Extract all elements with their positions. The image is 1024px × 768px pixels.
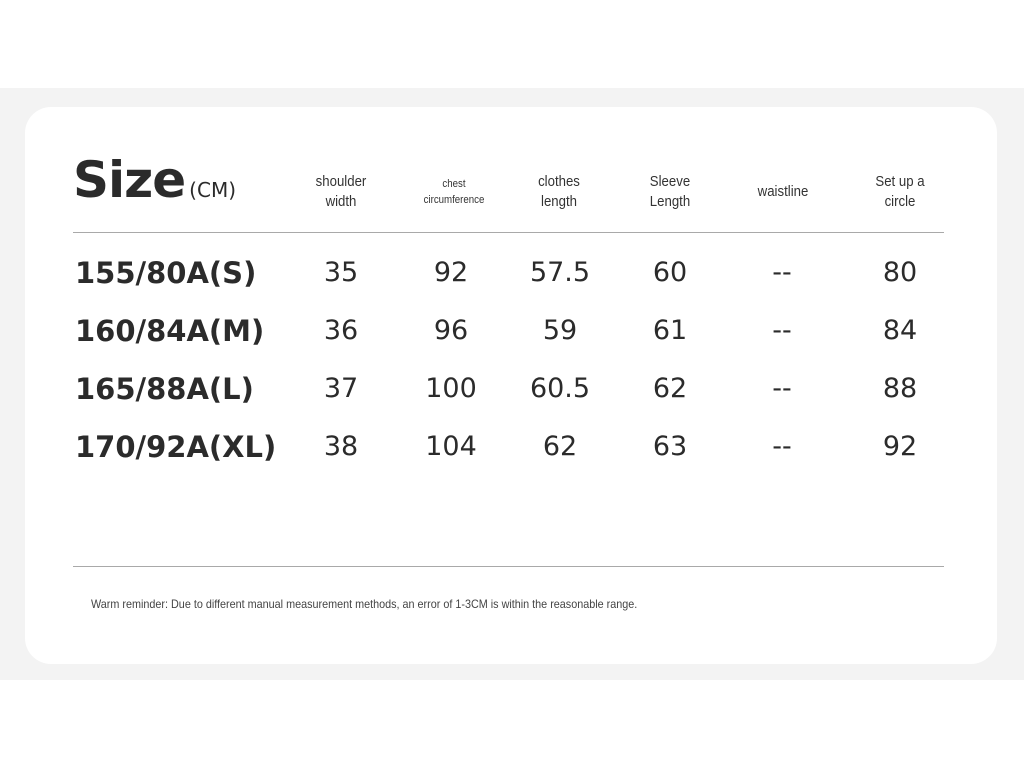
footer-divider	[73, 566, 944, 567]
table-cell: 84	[882, 315, 918, 346]
table-cell: 96	[433, 315, 469, 346]
table-row	[25, 248, 997, 298]
column-header-text: shoulder width	[315, 173, 367, 210]
column-header-set-up-a-circle	[847, 167, 953, 217]
column-header-text: waistline	[757, 183, 809, 200]
column-header-chest-circumference	[401, 167, 507, 217]
table-row	[25, 422, 997, 472]
column-header-text: clothes length	[538, 173, 580, 210]
table-cell: 63	[652, 431, 688, 462]
measurement-note: Warm reminder: Due to different manual measurement methods, an error of 1-3CM is within the reasonable range.	[91, 597, 638, 611]
table-cell: --	[772, 373, 792, 404]
title-unit: (CM)	[189, 178, 236, 202]
table-row	[25, 306, 997, 356]
table-cell: 92	[433, 257, 469, 288]
table-cell: 62	[652, 373, 688, 404]
table-cell: 35	[323, 257, 359, 288]
row-size-label: 155/80A(S)	[75, 256, 257, 290]
table-cell: 88	[882, 373, 918, 404]
table-cell: 36	[323, 315, 359, 346]
chart-title	[73, 151, 236, 211]
table-cell: 100	[425, 373, 477, 404]
row-size-label: 165/88A(L)	[75, 372, 254, 406]
table-cell: 37	[323, 373, 359, 404]
table-cell: 38	[323, 431, 359, 462]
header-divider	[73, 232, 944, 233]
column-header-text: Sleeve Length	[649, 173, 691, 210]
table-cell: 104	[425, 431, 477, 462]
table-cell: 92	[882, 431, 918, 462]
table-cell: 80	[882, 257, 918, 288]
column-header-text: chest circumference	[423, 178, 485, 206]
row-size-label: 170/92A(XL)	[75, 430, 277, 464]
title-text: Size	[73, 151, 186, 209]
table-cell: 57.5	[529, 257, 591, 288]
table-cell: 61	[652, 315, 688, 346]
table-cell: --	[772, 431, 792, 462]
table-row	[25, 364, 997, 414]
table-cell: 62	[542, 431, 578, 462]
column-header-text: Set up a circle	[875, 173, 925, 210]
row-size-label: 160/84A(M)	[75, 314, 265, 348]
column-header-clothes-length	[506, 167, 612, 217]
column-header-waistline	[730, 167, 836, 217]
column-header-sleeve-length	[617, 167, 723, 217]
size-chart-card	[25, 107, 997, 664]
table-cell: 59	[542, 315, 578, 346]
table-cell: --	[772, 257, 792, 288]
table-cell: 60.5	[529, 373, 591, 404]
table-cell: 60	[652, 257, 688, 288]
table-cell: --	[772, 315, 792, 346]
column-header-shoulder-width	[288, 167, 394, 217]
